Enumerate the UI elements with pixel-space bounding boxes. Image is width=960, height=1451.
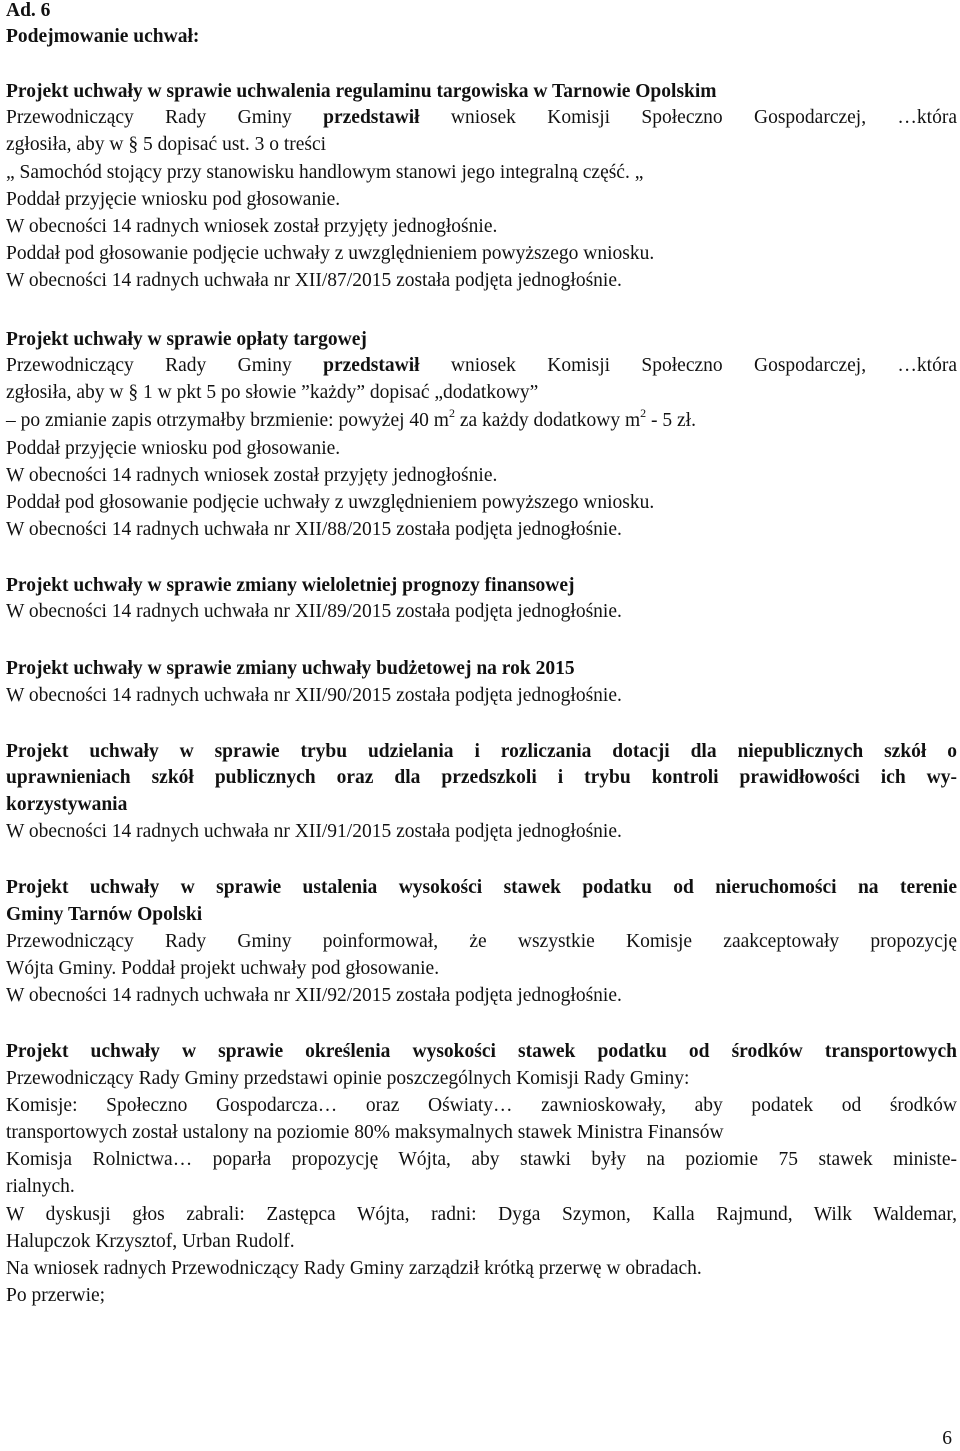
resolution-title-school-grants: Projekt uchwały w sprawie trybu udzielania i rozliczania dotacji dla niepublicznych szkół o [6, 741, 957, 762]
resolution-title-transport-tax: Projekt uchwały w sprawie określenia wysokości stawek podatku od środków transportowych [6, 1041, 957, 1062]
paragraph-line: Wójta Gminy. Poddał projekt uchwały pod głosowanie. [6, 958, 440, 979]
paragraph-line: Poddał przyjęcie wniosku pod głosowanie. [6, 438, 341, 459]
paragraph-line: Przewodniczący Rady Gminy przedstawił wniosek Komisji Społeczno Gospodarczej, …która [6, 355, 957, 376]
resolution-title-school-grants-cont: uprawnieniach szkół publicznych oraz dla przedszkoli i trybu kontroli prawidłowości ich wy- [6, 767, 957, 788]
resolution-title-budget: Projekt uchwały w sprawie zmiany uchwały budżetowej na rok 2015 [6, 658, 575, 679]
paragraph-line: Na wniosek radnych Przewodniczący Rady Gminy zarządził krótką przerwę w obradach. [6, 1258, 702, 1279]
paragraph-line: W obecności 14 radnych uchwała nr XII/92/2015 została podjęta jednogłośnie. [6, 985, 622, 1006]
paragraph-line: W obecności 14 radnych uchwała nr XII/90/2015 została podjęta jednogłośnie. [6, 685, 622, 706]
paragraph-line: Halupczok Krzysztof, Urban Rudolf. [6, 1231, 295, 1252]
paragraph-line: Przewodniczący Rady Gminy poinformował, że wszystkie Komisje zaakceptowały propozycję [6, 931, 957, 952]
paragraph-line: Przewodniczący Rady Gminy przedstawi opinie poszczególnych Komisji Rady Gminy: [6, 1068, 690, 1089]
resolution-title-property-tax-end: Gminy Tarnów Opolski [6, 904, 203, 925]
resolution-title-market-rules: Projekt uchwały w sprawie uchwalenia regulaminu targowiska w Tarnowie Opolskim [6, 81, 717, 102]
paragraph-line: Poddał pod głosowanie podjęcie uchwały z uwzględnieniem powyższego wniosku. [6, 243, 655, 264]
paragraph-line: W obecności 14 radnych wniosek został przyjęty jednogłośnie. [6, 216, 498, 237]
paragraph-line: „ Samochód stojący przy stanowisku handlowym stanowi jego integralną część. „ [6, 162, 644, 183]
paragraph-line: transportowych został ustalony na poziomie 80% maksymalnych stawek Ministra Finansów [6, 1122, 724, 1143]
paragraph-line: W obecności 14 radnych uchwała nr XII/87/2015 została podjęta jednogłośnie. [6, 270, 622, 291]
paragraph-line: W obecności 14 radnych uchwała nr XII/89/2015 została podjęta jednogłośnie. [6, 601, 622, 622]
paragraph-line: Poddał pod głosowanie podjęcie uchwały z uwzględnieniem powyższego wniosku. [6, 492, 655, 513]
resolution-title-property-tax: Projekt uchwały w sprawie ustalenia wysokości stawek podatku od nieruchomości na terenie [6, 877, 957, 898]
resolution-title-school-grants-end: korzystywania [6, 794, 128, 815]
paragraph-line: zgłosiła, aby w § 5 dopisać ust. 3 o treści [6, 134, 327, 155]
paragraph-line: W obecności 14 radnych uchwała nr XII/88/2015 została podjęta jednogłośnie. [6, 519, 622, 540]
paragraph-line: W obecności 14 radnych wniosek został przyjęty jednogłośnie. [6, 465, 498, 486]
paragraph-line: Przewodniczący Rady Gminy przedstawił wniosek Komisji Społeczno Gospodarczej, …która [6, 107, 957, 128]
paragraph-line: zgłosiła, aby w § 1 w pkt 5 po słowie ”każdy” dopisać „dodatkowy” [6, 382, 539, 403]
paragraph-line: Po przerwie; [6, 1285, 106, 1306]
paragraph-line: Komisje: Społeczno Gospodarcza… oraz Oświaty… zawnioskowały, aby podatek od środków [6, 1095, 957, 1116]
paragraph-line: Poddał przyjęcie wniosku pod głosowanie. [6, 189, 341, 210]
page-number: 6 [942, 1428, 952, 1449]
agenda-item-label: Ad. 6 [6, 0, 51, 21]
paragraph-line: rialnych. [6, 1176, 75, 1197]
paragraph-line: – po zmianie zapis otrzymałby brzmienie: powyżej 40 $m^2$ za każdy dodatkowy $m^2 - 5$ zł. [6, 405, 696, 431]
section-heading: Podejmowanie uchwał: [6, 26, 200, 47]
resolution-title-market-fee: Projekt uchwały w sprawie opłaty targowej [6, 329, 367, 350]
resolution-title-forecast: Projekt uchwały w sprawie zmiany wieloletniej prognozy finansowej [6, 575, 575, 596]
paragraph-line: W dyskusji głos zabrali: Zastępca Wójta, radni: Dyga Szymon, Kalla Rajmund, Wilk Waldemar, [6, 1204, 957, 1225]
paragraph-line: W obecności 14 radnych uchwała nr XII/91/2015 została podjęta jednogłośnie. [6, 821, 622, 842]
paragraph-line: Komisja Rolnictwa… poparła propozycję Wójta, aby stawki były na poziomie 75 stawek ministe- [6, 1149, 957, 1170]
